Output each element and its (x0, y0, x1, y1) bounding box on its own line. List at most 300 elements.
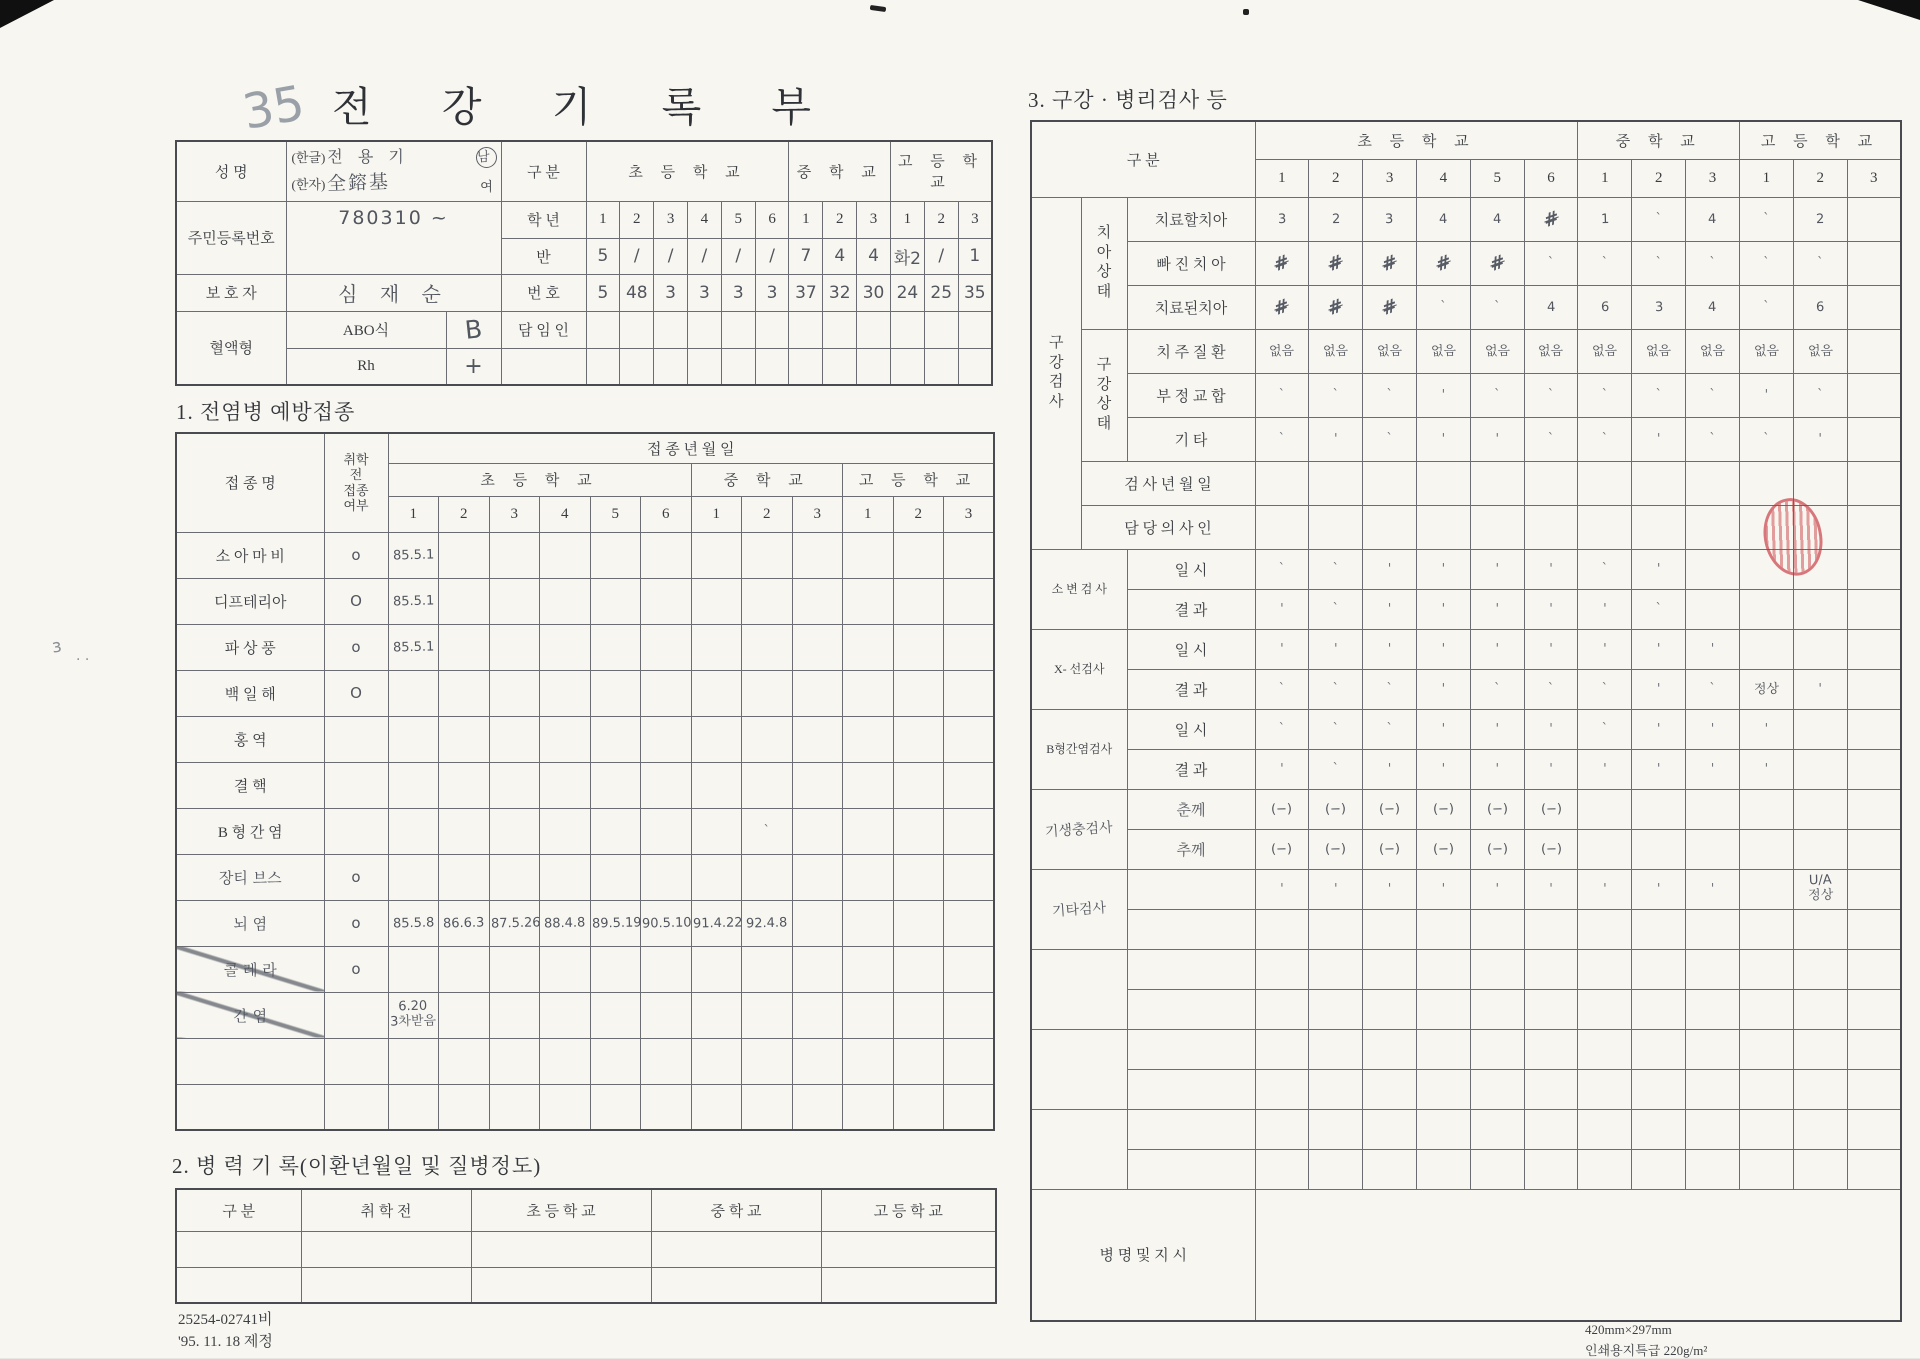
handwritten-entry: ' (1764, 387, 1769, 403)
class-value-cell (823, 238, 857, 274)
handwritten-entry: ` (1547, 255, 1555, 271)
exam-value-cell (1793, 589, 1847, 629)
handwritten-entry: ` (1386, 721, 1393, 737)
exam-date-cell (1309, 461, 1363, 505)
vacc-date-cell (641, 946, 692, 992)
empty-exam-cell (1793, 949, 1847, 989)
empty-exam-cell (1578, 949, 1632, 989)
empty-exam-cell (1416, 949, 1470, 989)
handwritten-entry: 2 (1331, 211, 1341, 227)
exam-value-cell (1524, 709, 1578, 749)
grade-number-cell: 3 (1847, 159, 1901, 197)
empty-exam-cell (1309, 1069, 1363, 1109)
exam-value-cell (1470, 789, 1524, 829)
handwritten-entry: 3 (1385, 211, 1394, 227)
exam-value-cell (1739, 241, 1793, 285)
vacc-date-cell (691, 808, 742, 854)
exam-date-cell (1416, 461, 1470, 505)
hangul-name: 전 용 기 (327, 147, 409, 167)
mouth-state-group-label (1081, 329, 1127, 461)
table-row (1031, 749, 1901, 789)
grade-number-cell: 1 (1739, 159, 1793, 197)
exam-value-cell (1470, 909, 1524, 949)
table-row (1031, 417, 1901, 461)
class-value-cell (688, 238, 722, 274)
vacc-date-cell (540, 1084, 591, 1130)
class-row-label: 반 (501, 238, 586, 274)
handwritten-entry: (−) (1540, 841, 1562, 857)
exam-value-cell (1847, 629, 1901, 669)
table-row (176, 1231, 996, 1267)
exam-value-cell (1578, 749, 1632, 789)
doctor-seal-cell (1686, 505, 1740, 549)
vaccine-name: 장티 브스 (218, 868, 282, 887)
pre-vacc-status-cell (324, 578, 388, 624)
test-sub-label-text: 춘께 (1176, 800, 1206, 819)
empty-exam-cell (1416, 1109, 1470, 1149)
table-row (176, 141, 992, 201)
vacc-date-cell (439, 624, 490, 670)
empty-seal-cell (586, 348, 620, 385)
exam-value-cell (1255, 709, 1309, 749)
exam-value-cell (1309, 549, 1363, 589)
exam-value-cell (1524, 329, 1578, 373)
test-sub-label (1127, 589, 1255, 629)
handwritten-entry: ' (1495, 431, 1500, 447)
name-value-cell (286, 141, 501, 201)
empty-cell (501, 348, 586, 385)
exam-value-cell (1739, 669, 1793, 709)
vacc-date-cell (843, 1084, 894, 1130)
handwritten-entry: 1 (1600, 211, 1610, 227)
rrn-value-cell (286, 201, 501, 274)
exam-value-cell (1363, 285, 1417, 329)
handwritten-entry: ' (1387, 561, 1392, 577)
handwritten-entry: ' (1495, 561, 1500, 577)
empty-exam-cell (1739, 1029, 1793, 1069)
empty-seal-cell (823, 348, 857, 385)
vacc-date-cell (388, 900, 439, 946)
handwritten-entry: 85.5.1 (392, 546, 435, 564)
exam-value-cell (1363, 869, 1417, 909)
grade-number-cell: 2 (1632, 159, 1686, 197)
empty-test-name-cell (1031, 949, 1127, 1029)
empty-seal-cell (958, 348, 992, 385)
vertical-label-char: 사 (1049, 393, 1064, 410)
empty-exam-cell (1686, 1109, 1740, 1149)
exam-value-cell (1363, 197, 1417, 241)
exam-value-cell (1739, 417, 1793, 461)
handwritten-entry: 4 (1439, 211, 1448, 227)
handwritten-entry: # (1380, 293, 1399, 321)
table-row (176, 1038, 994, 1084)
empty-seal-cell (620, 311, 654, 348)
exam-value-cell (1686, 669, 1740, 709)
vacc-date-cell (590, 1038, 641, 1084)
empty-exam-cell (1524, 1109, 1578, 1149)
handwritten-entry: ' (1549, 881, 1553, 897)
table-row (176, 624, 994, 670)
table-row (1031, 629, 1901, 669)
pre-vacc-status-cell (324, 900, 388, 946)
table-row (1031, 1149, 1901, 1189)
empty-exam-cell (1686, 1149, 1740, 1189)
table-row (176, 1084, 994, 1130)
handwritten-entry: ` (1763, 255, 1770, 271)
empty-exam-cell (1739, 949, 1793, 989)
vacc-date-cell (843, 578, 894, 624)
empty-exam-cell (1524, 1069, 1578, 1109)
exam-value-cell (1686, 749, 1740, 789)
empty-exam-cell (1363, 1029, 1417, 1069)
table-row (176, 1267, 996, 1303)
exam-value-cell (1470, 829, 1524, 869)
grade-number-cell: 2 (1309, 159, 1363, 197)
exam-value-cell (1847, 789, 1901, 829)
grade-number-cell: 3 (654, 201, 688, 238)
grade-number-cell: 4 (688, 201, 722, 238)
exam-value-cell (1578, 709, 1632, 749)
handwritten-entry: ` (1601, 721, 1609, 737)
vacc-date-cell (388, 716, 439, 762)
vacc-date-cell (742, 854, 793, 900)
vacc-date-cell (489, 670, 540, 716)
handwritten-entry: 35 (963, 282, 986, 303)
table-row (1031, 909, 1901, 949)
exam-row-label: 부 정 교 합 (1127, 373, 1255, 417)
exam-value-cell (1847, 549, 1901, 589)
exam-value-cell (1524, 549, 1578, 589)
handwritten-entry: ` (1332, 681, 1339, 697)
history-col-header: 초 등 학 교 (471, 1189, 651, 1231)
grade-number-cell: 3 (857, 201, 891, 238)
exam-value-cell (1793, 329, 1847, 373)
exam-value-cell (1363, 709, 1417, 749)
vacc-date-cell (439, 854, 490, 900)
vacc-date-cell (641, 854, 692, 900)
exam-value-cell (1578, 417, 1632, 461)
handwritten-entry: ` (1278, 561, 1286, 577)
table-row (1031, 989, 1901, 1029)
handwritten-entry: ` (1709, 387, 1716, 403)
empty-history-cell (471, 1267, 651, 1303)
handwritten-entry: ` (1655, 387, 1662, 403)
hanja-name: 全鎔基 (326, 170, 391, 195)
test-sub-label-text: 결 과 (1174, 682, 1208, 699)
vertical-label-char: 아 (1096, 244, 1112, 261)
vacc-date-cell (439, 532, 490, 578)
scan-speck (1243, 9, 1249, 15)
exam-date-cell (1793, 461, 1847, 505)
exam-date-cell (1686, 461, 1740, 505)
grade-number-cell: 2 (823, 201, 857, 238)
exam-value-cell (1255, 329, 1309, 373)
table-row (1031, 241, 1901, 285)
empty-history-cell (651, 1267, 821, 1303)
vacc-date-cell (590, 992, 641, 1038)
vacc-date-cell (893, 808, 944, 854)
section3-title: 3. 구강 · 병리검사 등 (1028, 88, 1228, 112)
handwritten-entry: ' (1656, 721, 1661, 737)
vacc-date-cell (590, 762, 641, 808)
exam-value-cell (1578, 869, 1632, 909)
vacc-date-cell (742, 992, 793, 1038)
handwritten-entry: 90.5.10 (641, 914, 692, 932)
handwritten-entry: ` (1655, 601, 1662, 617)
handwritten-entry: ` (1493, 299, 1501, 315)
vertical-label-char: 태 (1096, 283, 1112, 300)
handwritten-entry: ' (1441, 641, 1446, 657)
exam-value-cell (1686, 709, 1740, 749)
test-name: 기생충검사 (1045, 819, 1114, 841)
empty-exam-cell (1793, 989, 1847, 1029)
grade-number-cell: 3 (489, 496, 540, 532)
vaccine-name-cell (176, 900, 324, 946)
vacc-date-cell (843, 1038, 894, 1084)
vacc-date-cell (388, 624, 439, 670)
vacc-date-cell (641, 992, 692, 1038)
empty-exam-cell (1793, 1109, 1847, 1149)
exam-value-cell (1255, 241, 1309, 285)
handwritten-entry: ` (1332, 721, 1339, 737)
grade-number-cell: 1 (388, 496, 439, 532)
vertical-label-char: 상 (1096, 264, 1112, 280)
exam-value-cell (1255, 549, 1309, 589)
empty-exam-cell (1470, 1149, 1524, 1189)
vacc-date-cell (590, 716, 641, 762)
test-name-cell (1031, 789, 1127, 869)
exam-value-cell (1793, 285, 1847, 329)
exam-value-cell (1686, 241, 1740, 285)
vaccine-name-cell (176, 670, 324, 716)
pre-vacc-status-cell (324, 992, 388, 1038)
exam-value-cell (1255, 589, 1309, 629)
vacc-date-cell (893, 1038, 944, 1084)
handwritten-entry: ` (1601, 431, 1609, 447)
table-row (1031, 197, 1901, 241)
vacc-date-cell (439, 808, 490, 854)
exam-value-cell (1416, 869, 1470, 909)
class-value-cell (789, 238, 823, 274)
exam-value-cell (1363, 417, 1417, 461)
empty-exam-cell (1416, 1069, 1470, 1109)
exam-value-cell (1578, 909, 1632, 949)
vaccine-name: B 형 간 염 (217, 824, 283, 841)
vacc-date-cell (792, 946, 843, 992)
handwritten-entry: ` (1601, 387, 1609, 403)
vaccine-name: 홍 역 (233, 732, 267, 749)
handwritten-entry: 3 (1277, 211, 1287, 227)
handwritten-entry: 37 (795, 282, 817, 303)
vacc-date-cell (944, 946, 995, 992)
empty-seal-cell (823, 311, 857, 348)
pre-vacc-status-cell (324, 762, 388, 808)
table-row (176, 311, 992, 348)
vertical-label-char: 치 (1096, 225, 1112, 241)
hangul-label: (한글) (291, 150, 326, 166)
handwritten-entry: ' (1818, 681, 1822, 697)
pre-vacc-status-cell (324, 716, 388, 762)
handwritten-entry: 4 (834, 246, 846, 266)
exam-row-label: 치료할치아 (1127, 197, 1255, 241)
exam-value-cell (1363, 909, 1417, 949)
handwritten-entry: ' (1333, 881, 1338, 897)
school-group-header: 고 등 학 교 (1739, 121, 1901, 159)
empty-exam-cell (1255, 1109, 1309, 1149)
vacc-date-cell (742, 900, 793, 946)
vacc-date-cell (590, 532, 641, 578)
exam-value-cell (1363, 549, 1417, 589)
vacc-date-cell (843, 670, 894, 716)
vacc-date-cell (641, 1084, 692, 1130)
handwritten-entry: # (1380, 249, 1399, 277)
table-row (1031, 869, 1901, 909)
exam-value-cell (1578, 589, 1632, 629)
page-title: 전 강 기 록 부 (332, 84, 842, 130)
vacc-date-cell (893, 624, 944, 670)
handwritten-entry: 85.5.1 (392, 638, 435, 656)
exam-value-cell (1309, 417, 1363, 461)
exam-value-cell (1363, 589, 1417, 629)
exam-value-cell (1363, 669, 1417, 709)
grade-number-cell: 3 (1363, 159, 1417, 197)
exam-value-cell (1847, 285, 1901, 329)
exam-value-cell (1632, 829, 1686, 869)
test-sub-label (1127, 709, 1255, 749)
empty-exam-cell (1309, 989, 1363, 1029)
exam-value-cell (1686, 197, 1740, 241)
vacc-date-cell (641, 762, 692, 808)
vacc-date-cell (792, 532, 843, 578)
handwritten-entry: ` (1709, 681, 1716, 697)
exam-value-cell (1578, 669, 1632, 709)
empty-exam-cell (1309, 1109, 1363, 1149)
handwritten-entry: # (1326, 249, 1345, 277)
empty-seal-cell (654, 348, 688, 385)
vaccine-name-cell (176, 992, 324, 1038)
vacc-date-cell (439, 578, 490, 624)
gender-male-circled: 남 (476, 147, 497, 168)
table-row (176, 716, 994, 762)
school-group-header: 중 학 교 (1578, 121, 1739, 159)
number-value-cell (857, 274, 891, 311)
vacc-date-cell (489, 808, 540, 854)
exam-value-cell (1416, 829, 1470, 869)
vertical-label-char: 강 (1049, 354, 1064, 371)
handwritten-entry: (−) (1325, 841, 1347, 857)
exam-value-cell (1255, 629, 1309, 669)
class-value-cell (924, 238, 958, 274)
grade-number-cell: 3 (958, 201, 992, 238)
table-row (1031, 285, 1901, 329)
exam-value-cell (1793, 417, 1847, 461)
handwritten-entry: 없음 (1699, 343, 1726, 359)
header-line: 접종 (343, 482, 369, 498)
table-row (176, 578, 994, 624)
exam-value-cell (1793, 241, 1847, 285)
handwritten-entry: 24 (896, 282, 919, 303)
number-value-cell (890, 274, 924, 311)
abo-value-cell (446, 311, 501, 348)
exam-value-cell (1255, 869, 1309, 909)
handwritten-entry: ` (1332, 387, 1339, 403)
handwritten-entry: ' (1387, 881, 1392, 897)
handwritten-entry: 5 (597, 246, 609, 266)
vacc-date-cell (843, 992, 894, 1038)
grade-number-cell: 3 (944, 496, 995, 532)
paper-size-note: 420mm×297mm (1585, 1322, 1672, 1337)
exam-value-cell (1470, 709, 1524, 749)
exam-value-cell (1255, 285, 1309, 329)
exam-value-cell (1470, 549, 1524, 589)
exam-value-cell (1524, 909, 1578, 949)
test-sub-label-text: 일 시 (1174, 562, 1208, 579)
vacc-date-cell (641, 716, 692, 762)
test-name: X- 선검사 (1054, 662, 1105, 676)
section1-title: 1. 전염병 예방접종 (176, 400, 356, 424)
handwritten-entry: ' (1603, 761, 1607, 777)
vacc-date-cell (792, 1084, 843, 1130)
empty-exam-cell (1847, 949, 1901, 989)
exam-value-cell (1847, 329, 1901, 373)
empty-seal-cell (721, 311, 755, 348)
student-info-table (175, 140, 993, 386)
header-line: 여부 (343, 498, 369, 514)
handwritten-entry: ' (1710, 881, 1715, 897)
handwritten-entry: ' (1387, 761, 1392, 777)
grade-number-cell: 1 (1578, 159, 1632, 197)
exam-value-cell (1309, 285, 1363, 329)
exam-value-cell (1686, 285, 1740, 329)
vacc-date-cell (742, 532, 793, 578)
vacc-date-cell (489, 1038, 540, 1084)
vacc-date-cell (893, 854, 944, 900)
vacc-date-cell (843, 900, 894, 946)
vacc-date-cell (489, 578, 540, 624)
vacc-date-cell (742, 946, 793, 992)
exam-value-cell (1739, 589, 1793, 629)
test-name: B형간염검사 (1046, 742, 1113, 756)
vaccine-name-cell (176, 716, 324, 762)
exam-value-cell (1363, 241, 1417, 285)
handwritten-entry: ' (1333, 641, 1338, 657)
school-group-header: 중 학 교 (789, 141, 890, 201)
vacc-date-cell (691, 946, 742, 992)
doctor-seal-cell (1416, 505, 1470, 549)
vertical-label-char: 강 (1096, 376, 1112, 393)
handwritten-entry: ' (1495, 761, 1500, 777)
exam-value-cell (1255, 789, 1309, 829)
exam-date-cell (1632, 461, 1686, 505)
handwritten-entry: ` (1709, 431, 1716, 447)
exam-value-cell (1793, 373, 1847, 417)
vacc-date-cell (893, 578, 944, 624)
exam-value-cell (1309, 789, 1363, 829)
handwritten-entry: ' (1710, 641, 1715, 657)
vacc-date-cell (893, 946, 944, 992)
exam-value-cell (1309, 669, 1363, 709)
vaccine-name: 콜 레 라 (223, 960, 277, 979)
exam-value-cell (1363, 749, 1417, 789)
test-sub-label (1127, 749, 1255, 789)
vacc-date-cell (590, 670, 641, 716)
empty-exam-cell (1578, 1109, 1632, 1149)
grade-number-cell: 1 (843, 496, 894, 532)
vacc-date-cell (439, 716, 490, 762)
handwritten-entry: 없음 (1645, 343, 1672, 359)
handwritten-entry: ` (1816, 255, 1824, 271)
vacc-date-cell (843, 762, 894, 808)
